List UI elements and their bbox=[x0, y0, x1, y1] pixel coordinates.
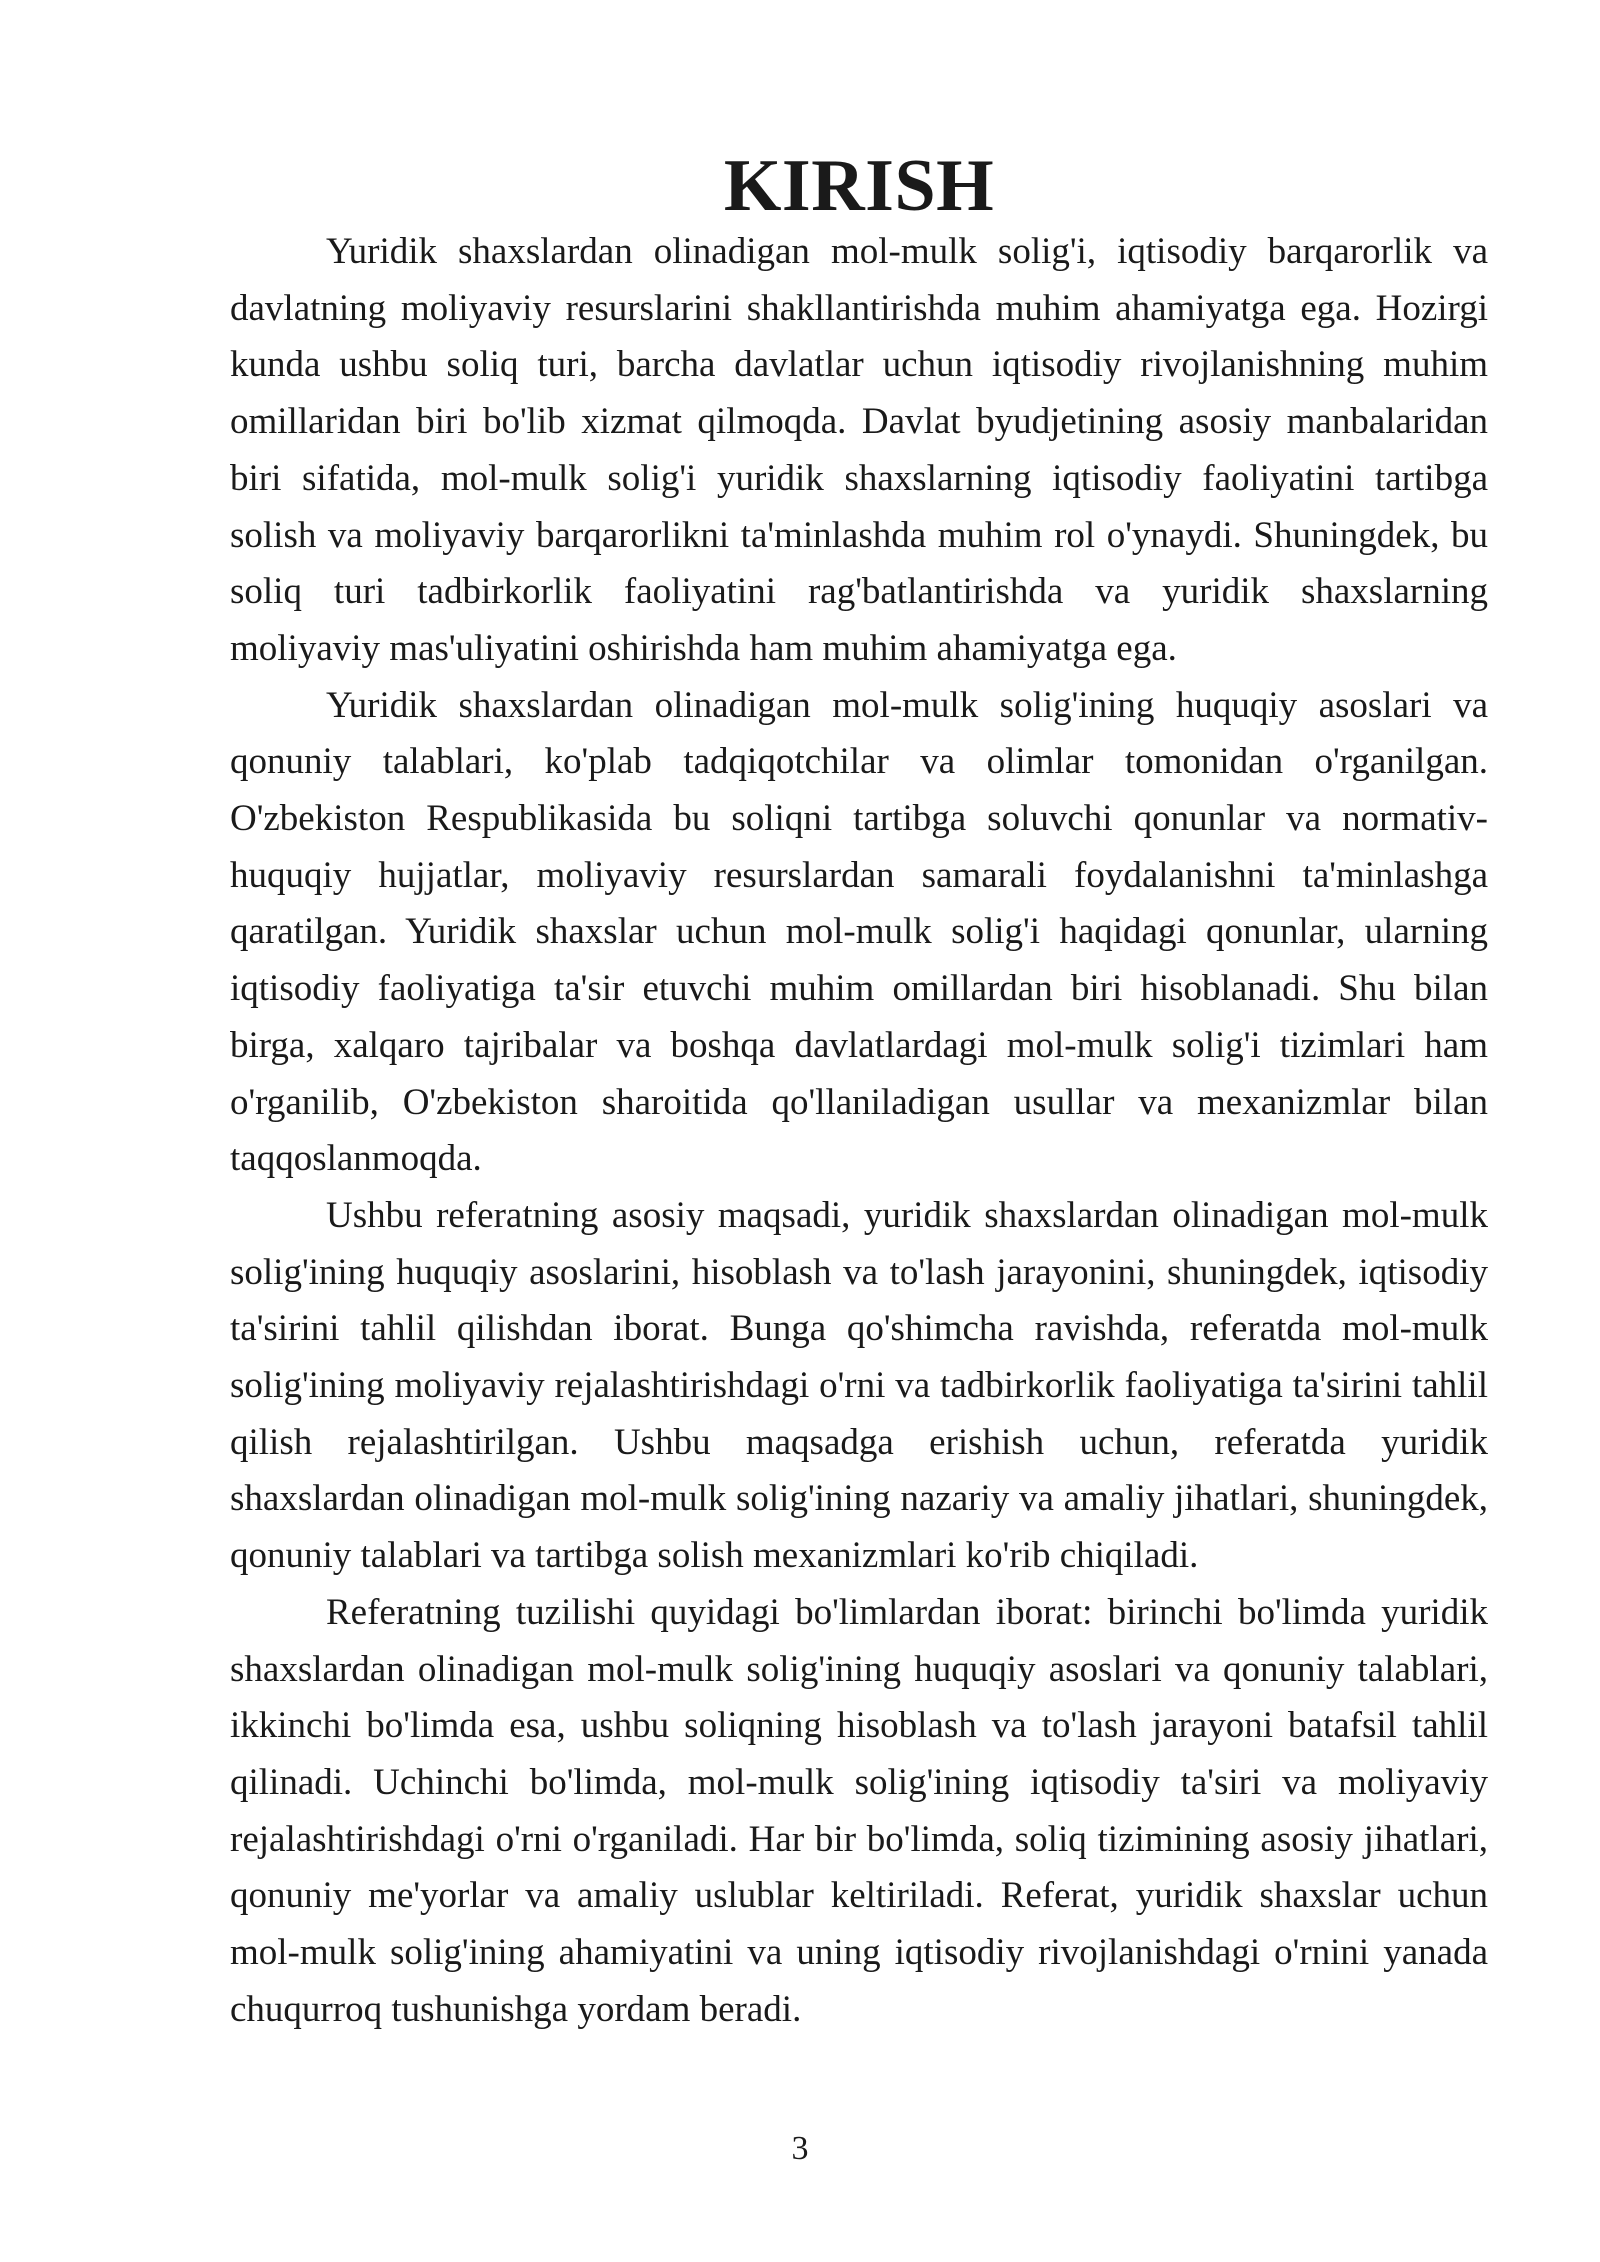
section-title: KIRISH bbox=[723, 145, 995, 227]
paragraph-3: Ushbu referatning asosiy maqsadi, yuridik shaxslardan olinadigan mol-mulk solig'ining huquqiy asoslarini, hisoblash va to'lash jarayonini, shuningdek, iqtisodiy ta'sirini tahlil qilishdan iborat. Bunga qo'shimcha ravishda, referatda mol-mulk solig'ining moliyaviy rejalashtirishdagi o'rni va tadbirkorlik faoliyatiga ta'sirini tahlil qilish rejalashtirilgan. Ushbu maqsadga erishish uchun, referatda yuridik shaxslardan olinadigan mol-mulk solig'ining nazariy va amaliy jihatlari, shuningdek, qonuniy talablari va tartibga solish mexanizmlari ko'rib chiqiladi. bbox=[230, 1194, 1488, 1577]
page-content bbox=[230, 145, 1488, 2039]
page-number: 3 bbox=[791, 2130, 809, 2167]
paragraph-4: Referatning tuzilishi quyidagi bo'limlardan iborat: birinchi bo'limda yuridik shaxslardan olinadigan mol-mulk solig'ining huquqiy asoslari va qonuniy talablari, ikkinchi bo'limda esa, ushbu soliqning hisoblash va to'lash jarayoni batafsil tahlil qilinadi. Uchinchi bo'limda, mol-mulk solig'ining iqtisodiy ta'siri va moliyaviy rejalashtirishdagi o'rni o'rganiladi. Har bir bo'limda, soliq tizimining asosiy jihatlari, qonuniy me'yorlar va amaliy uslublar keltiriladi. Referat, yuridik shaxslar uchun mol-mulk solig'ining ahamiyatini va uning iqtisodiy rivojlanishdagi o'rnini yanada chuqurroq tushunishga yordam beradi. bbox=[230, 1591, 1488, 2030]
paragraph-2: Yuridik shaxslardan olinadigan mol-mulk solig'ining huquqiy asoslari va qonuniy talablari, ko'plab tadqiqotchilar va olimlar tomonidan o'rganilgan. O'zbekiston Respublikasida bu soliqni tartibga soluvchi qonunlar va normativ-huquqiy hujjatlar, moliyaviy resurslardan samarali foydalanishni ta'minlashga qaratilgan. Yuridik shaxslar uchun mol-mulk solig'i haqidagi qonunlar, ularning iqtisodiy faoliyatiga ta'sir etuvchi muhim omillardan biri hisoblanadi. Shu bilan birga, xalqaro tajribalar va boshqa davlatlardagi mol-mulk solig'i tizimlari ham o'rganilib, O'zbekiston sharoitida qo'llaniladigan usullar va mexanizmlar bilan taqqoslanmoqda. bbox=[230, 684, 1488, 1180]
paragraph-1: Yuridik shaxslardan olinadigan mol-mulk solig'i, iqtisodiy barqarorlik va davlatning moliyaviy resurslarini shakllantirishda muhim ahamiyatga ega. Hozirgi kunda ushbu soliq turi, barcha davlatlar uchun iqtisodiy rivojlanishning muhim omillaridan biri bo'lib xizmat qilmoqda. Davlat byudjetining asosiy manbalaridan biri sifatida, mol-mulk solig'i yuridik shaxslarning iqtisodiy faoliyatini tartibga solish va moliyaviy barqarorlikni ta'minlashda muhim rol o'ynaydi. Shuningdek, bu soliq turi tadbirkorlik faoliyatini rag'batlantirishda va yuridik shaxslarning moliyaviy mas'uliyatini oshirishda ham muhim ahamiyatga ega. bbox=[230, 231, 1488, 669]
